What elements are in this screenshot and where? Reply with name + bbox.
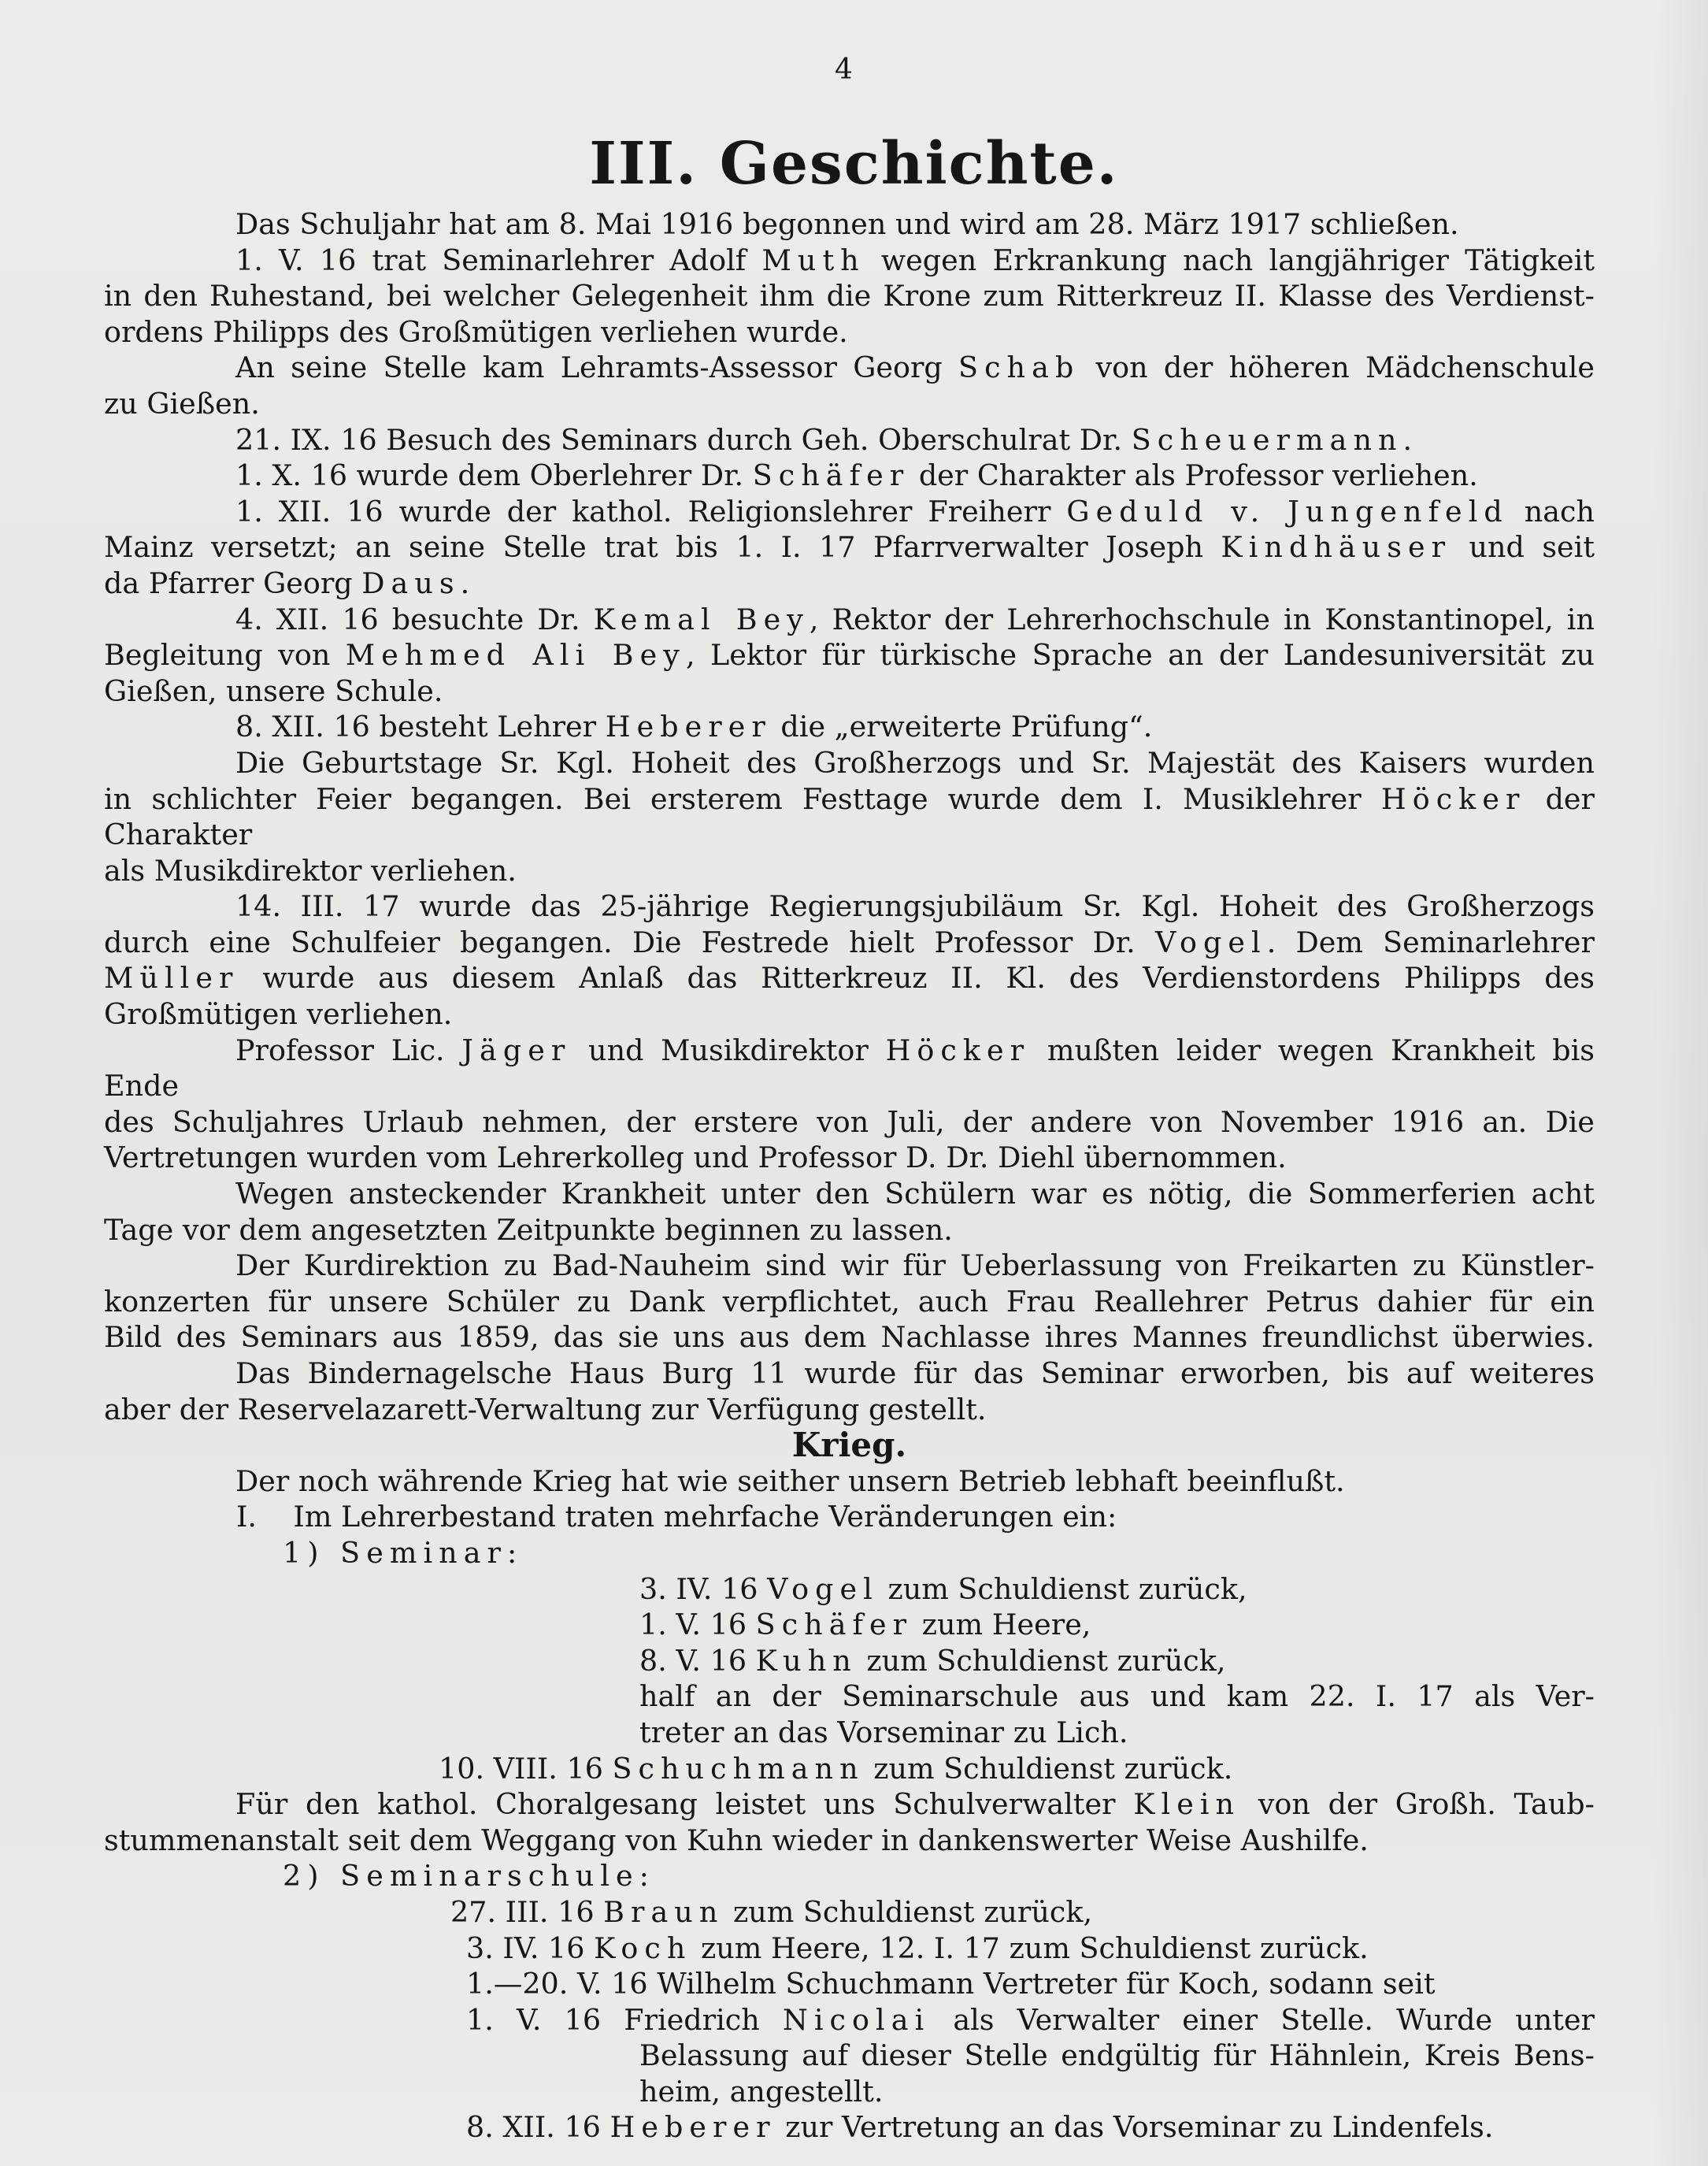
page-title: III. Geschichte.: [589, 130, 1119, 198]
person-name: Müller: [104, 961, 239, 996]
text-segment: 3. IV. 16: [466, 1930, 595, 1965]
text-line: [104, 1823, 1595, 1859]
text-segment: .: [460, 566, 470, 600]
paragraph: [104, 350, 1595, 386]
list-item: [104, 1751, 1595, 1787]
paragraph: Die Geburtstage Sr. Kgl. Hoheit des Großherzogs und Sr. Majestät des Kaisers wurden: [235, 745, 1595, 780]
text-segment: zum Schuldienst zurück.: [864, 1751, 1233, 1786]
text-segment: 10. VIII. 16: [439, 1751, 613, 1786]
text-segment: , Lektor für türkische Sprache an der Landesuniversität zu: [685, 638, 1595, 673]
list-item: 1.—20. V. 16 Wilhelm Schuchmann Vertreter für Koch, sodann seit: [466, 1967, 1436, 2001]
text-segment: zum Heere,: [913, 1608, 1091, 1642]
text-line: ordens Philipps des Großmütigen verliehen wurde.: [104, 314, 848, 349]
text-segment: der Charakter: [104, 781, 1595, 852]
text-line: [104, 925, 1595, 961]
text-segment: von der Großh. Taub-: [1240, 1787, 1595, 1822]
text-segment: 21. IX. 16 Besuch des Seminars durch Geh. Oberschulrat Dr.: [235, 422, 1132, 457]
list-item: [104, 2109, 1595, 2146]
paragraph: Der Kurdirektion zu Bad-Nauheim sind wir für Ueberlassung von Freikarten zu Künstler-: [235, 1248, 1595, 1283]
text-line: [104, 960, 1595, 996]
list-item-continuation: treter an das Vorseminar zu Lich.: [639, 1715, 1128, 1749]
list-item: [104, 1894, 1595, 1930]
text-segment: An seine Stelle kam Lehramts-Assessor Georg: [235, 350, 959, 385]
text-line: in den Ruhestand, bei welcher Gelegenheit ihm die Krone zum Ritterkreuz II. Klasse des Verdienst-: [104, 279, 1595, 313]
list-item: [104, 1571, 1595, 1608]
person-name: Vogel: [1154, 925, 1267, 959]
text-line: des Schuljahres Urlaub nehmen, der erstere von Juli, der andere von November 1916 an. Die: [104, 1104, 1595, 1139]
person-name: Kuhn: [755, 1643, 858, 1678]
person-name: Scheuermann: [1131, 422, 1403, 457]
text-segment: da Pfarrer Georg: [104, 566, 362, 600]
list-item-continuation: Belassung auf dieser Stelle endgültig für Hähnlein, Kreis Bens-: [639, 2038, 1595, 2073]
person-name: Geduld v. Jungenfeld: [1066, 494, 1509, 529]
page-edge-shadow: [1653, 0, 1708, 2166]
paragraph: [104, 1786, 1595, 1823]
text-line: [104, 781, 1595, 853]
person-name: Jäger: [461, 1033, 572, 1067]
text-line: konzerten für unsere Schüler zu Dank verpflichtet, auch Frau Reallehrer Petrus dahier für ein: [104, 1284, 1595, 1319]
text-segment: wurde aus diesem Anlaß das Ritterkreuz II. Kl. des Verdienstordens Philipps des: [239, 961, 1595, 996]
paragraph: 14. III. 17 wurde das 25-jährige Regierungsjubiläum Sr. Kgl. Hoheit des Großherzogs: [235, 889, 1595, 924]
text-segment: 4. XII. 16 besuchte Dr.: [235, 602, 594, 636]
text-segment: wegen Erkrankung nach langjähriger Tätigkeit: [865, 243, 1595, 277]
text-segment: 1. X. 16 wurde dem Oberlehrer Dr.: [235, 458, 753, 493]
person-name: Heberer: [609, 2110, 776, 2145]
paragraph: [104, 422, 1595, 458]
person-name: Schäfer: [755, 1608, 913, 1642]
text-segment: durch eine Schulfeier begangen. Die Festrede hielt Professor Dr.: [104, 925, 1155, 959]
text-line: aber der Reservelazarett-Verwaltung zur Verfügung gestellt.: [104, 1392, 987, 1426]
list-item: [104, 1607, 1595, 1643]
text-line: als Musikdirektor verliehen.: [104, 853, 517, 888]
text-line: Gießen, unsere Schule.: [104, 673, 443, 708]
text-segment: zum Schuldienst zurück,: [878, 1571, 1247, 1606]
text-segment: mußten leider wegen Krankheit bis Ende: [104, 1033, 1595, 1103]
list-item-continuation: heim, angestellt.: [639, 2074, 884, 2109]
text-segment: . Dem Seminarlehrer: [1266, 925, 1595, 959]
paragraph: [104, 458, 1595, 494]
person-name: Vogel: [767, 1571, 879, 1606]
paragraph: [104, 494, 1595, 530]
person-name: Braun: [603, 1894, 724, 1929]
list-item: [104, 1930, 1595, 1967]
text-line: Bild des Seminars aus 1859, das sie uns aus dem Nachlasse ihres Mannes freundlichst überwies.: [104, 1320, 1595, 1355]
text-segment: Professor Lic.: [235, 1033, 462, 1067]
person-name: Kuhn: [686, 1823, 763, 1857]
text-line: Das Schuljahr hat am 8. Mai 1916 begonnen und wird am 28. März 1917 schließen.: [235, 207, 1459, 241]
text-line: zu Gießen.: [104, 386, 260, 421]
text-segment: 1. XII. 16 wurde der kathol. Religionslehrer Freiherr: [235, 494, 1067, 529]
text-segment: Begleitung von: [104, 638, 346, 673]
text-segment: der Charakter als Professor verliehen.: [910, 458, 1478, 493]
history-text: [104, 206, 1595, 2146]
page-number: 4: [835, 54, 853, 86]
text-segment: 8. XII. 16: [466, 2110, 610, 2145]
text-segment: die „erweiterte Prüfung“.: [771, 710, 1153, 744]
paragraph: [104, 709, 1595, 745]
text-line: [104, 566, 1595, 602]
text-line: [104, 637, 1595, 673]
paragraph: Wegen ansteckender Krankheit unter den Schülern war es nötig, die Sommerferien acht: [235, 1177, 1595, 1211]
text-segment: 1. V. 16 trat Seminarlehrer Adolf: [235, 243, 762, 277]
person-name: Höcker: [885, 1033, 1031, 1067]
text-segment: stummenanstalt seit dem Weggang von: [104, 1823, 687, 1857]
person-name: Schäfer: [752, 458, 910, 493]
text-segment: als Verwalter einer Stelle. Wurde unter: [930, 2002, 1595, 2037]
paragraph: [104, 206, 1595, 243]
text-segment: 1. V. 16 Friedrich: [466, 2002, 783, 2037]
text-segment: und Musikdirektor: [571, 1033, 886, 1067]
subsection-label: 1) Seminar:: [283, 1535, 524, 1570]
section-heading-war: Krieg.: [791, 1426, 907, 1465]
list-heading: I. Im Lehrerbestand traten mehrfache Veränderungen ein:: [236, 1500, 1117, 1534]
text-line: Großmütigen verliehen.: [104, 997, 453, 1032]
text-segment: 27. III. 16: [450, 1894, 604, 1929]
text-segment: zur Vertretung an das Vorseminar zu Lindenfels.: [776, 2110, 1494, 2145]
text-segment: 1. V. 16: [639, 1608, 756, 1642]
text-segment: Mainz versetzt; an seine Stelle trat bis 1. I. 17 Pfarrverwalter Joseph: [104, 530, 1221, 565]
paragraph: [104, 602, 1595, 638]
paragraph: Das Bindernagelsche Haus Burg 11 wurde für das Seminar erworben, bis auf weiteres: [235, 1356, 1595, 1390]
paragraph: [104, 243, 1595, 279]
person-name: Koch: [594, 1930, 692, 1965]
text-segment: von der höheren Mädchenschule: [1080, 350, 1595, 385]
text-line: [104, 529, 1595, 566]
person-name: Heberer: [605, 710, 772, 744]
text-segment: 8. XII. 16 besteht Lehrer: [235, 710, 606, 744]
text-segment: in schlichter Feier begangen. Bei ersterem Festtage wurde dem I. Musiklehrer: [104, 781, 1381, 816]
subsection-label: 2) Seminarschule:: [283, 1859, 655, 1893]
text-segment: zum Heere, 12. I. 17 zum Schuldienst zurück.: [691, 1930, 1369, 1965]
text-segment: .: [1402, 422, 1413, 457]
paragraph: [104, 1033, 1595, 1104]
person-name: Muth: [761, 243, 865, 277]
list-item: [104, 2002, 1595, 2038]
text-segment: wieder in dankenswerter Weise Aushilfe.: [762, 1823, 1369, 1857]
person-name: Schab: [958, 350, 1080, 385]
text-segment: nach: [1508, 494, 1595, 529]
text-segment: zum Schuldienst zurück,: [724, 1894, 1093, 1929]
person-name: Klein: [1133, 1787, 1241, 1822]
person-name: Höcker: [1380, 781, 1526, 816]
list-item: [104, 1643, 1595, 1679]
person-name: Mehmed Ali Bey: [345, 638, 686, 673]
text-segment: , Rektor der Lehrerhochschule in Konstantinopel, in: [809, 602, 1595, 636]
text-line: Vertretungen wurden vom Lehrerkolleg und Professor D. Dr. Diehl übernommen.: [104, 1140, 1287, 1175]
person-name: Daus: [361, 566, 461, 600]
text-segment: Für den kathol. Choralgesang leistet uns Schulverwalter: [235, 1787, 1134, 1822]
list-item-continuation: half an der Seminarschule aus und kam 22. I. 17 als Ver-: [639, 1679, 1595, 1714]
text-segment: und seit: [1451, 530, 1595, 565]
text-segment: 8. V. 16: [639, 1643, 756, 1678]
person-name: Nicolai: [782, 2002, 931, 2037]
text-segment: zum Schuldienst zurück,: [857, 1643, 1226, 1678]
person-name: Kemal Bey: [593, 602, 810, 636]
person-name: Kindhäuser: [1221, 530, 1452, 565]
person-name: Schuchmann: [612, 1751, 865, 1786]
text-segment: 3. IV. 16: [639, 1571, 768, 1606]
text-line: Tage vor dem angesetzten Zeitpunkte beginnen zu lassen.: [104, 1212, 953, 1247]
paragraph: Der noch währende Krieg hat wie seither unsern Betrieb lebhaft beeinflußt.: [235, 1463, 1345, 1498]
